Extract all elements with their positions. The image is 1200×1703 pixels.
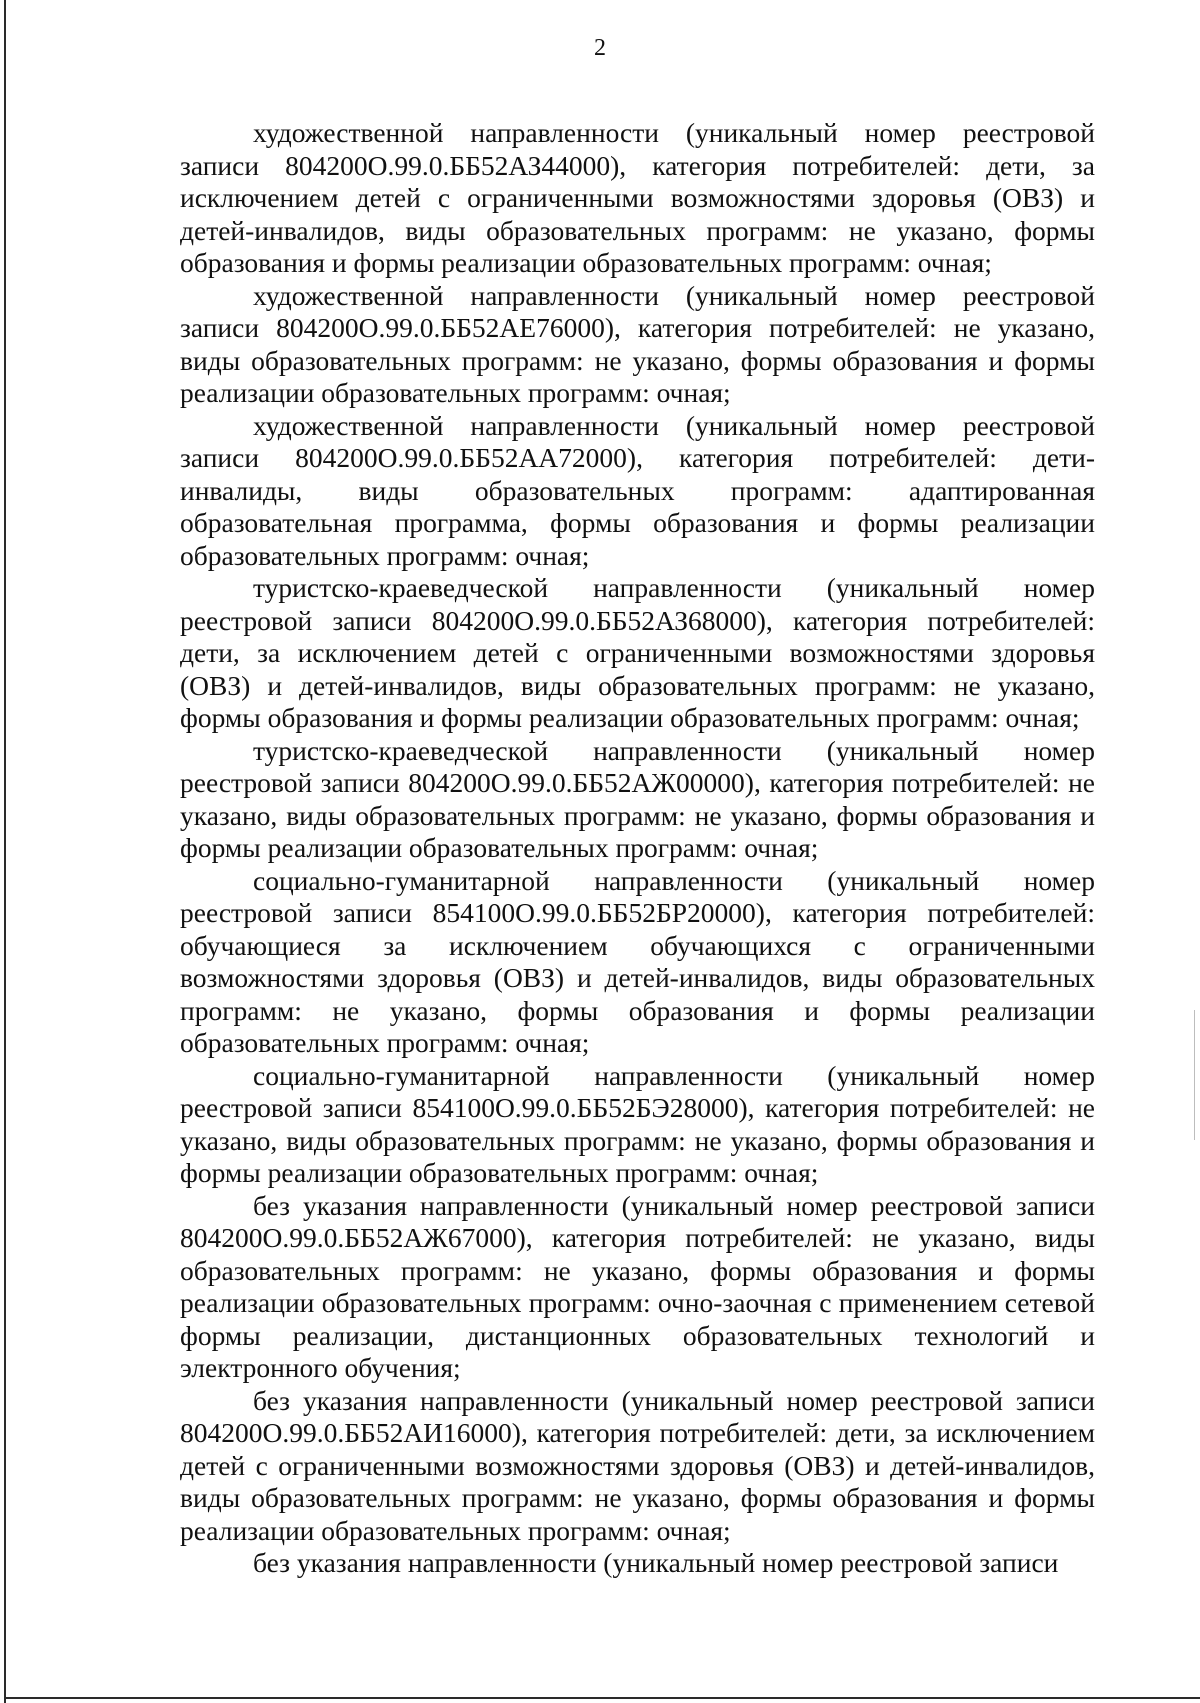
- paragraph-3: художественной направленности (уникальный номер реестровой записи 804200О.99.0.ББ52АА72000), категория потребителей: дети-инвалиды, виды образовательных программ: адаптированная образовательная программа, формы образования и формы реализации образовательных программ: очная;: [180, 409, 1095, 571]
- scan-left-edge: [4, 0, 6, 1703]
- paragraph-8: без указания направленности (уникальный номер реестровой записи 804200О.99.0.ББ52АЖ67000), категория потребителей: не указано, виды образовательных программ: не указано, формы образования и формы реализации образовательных программ: очно-заочная с применением сетевой формы реализации, дистанционных образовательных технологий и электронного обучения;: [180, 1189, 1095, 1383]
- paragraph-2: художественной направленности (уникальный номер реестровой записи 804200О.99.0.ББ52АЕ76000), категория потребителей: не указано, виды образовательных программ: не указано, формы образования и формы реализации образовательных программ: очная;: [180, 279, 1095, 408]
- paragraph-6: социально-гуманитарной направленности (уникальный номер реестровой записи 854100О.99.0.ББ52БР20000), категория потребителей: обучающиеся за исключением обучающихся с ограниченными возможностями здоровья (ОВЗ) и детей-инвалидов, виды образовательных программ: не указано, формы образования и формы реализации образовательных программ: очная;: [180, 864, 1095, 1058]
- scan-right-mark: [1194, 1010, 1195, 1140]
- scan-bottom-edge: [4, 1697, 1200, 1699]
- document-body: [180, 117, 1095, 1580]
- paragraph-10: без указания направленности (уникальный номер реестровой записи: [253, 1547, 1059, 1578]
- paragraph-9: без указания направленности (уникальный номер реестровой записи 804200О.99.0.ББ52АИ16000), категория потребителей: дети, за исключением детей с ограниченными возможностями здоровья (ОВЗ) и детей-инвалидов, виды образовательных программ: не указано, формы образования и формы реализации образовательных программ: очная;: [180, 1384, 1095, 1546]
- paragraph-1: художественной направленности (уникальный номер реестровой записи 804200О.99.0.ББ52АЗ44000), категория потребителей: дети, за исключением детей с ограниченными возможностями здоровья (ОВЗ) и детей-инвалидов, виды образовательных программ: не указано, формы образования и формы реализации образовательных программ: очная;: [180, 117, 1095, 278]
- paragraph-4: туристско-краеведческой направленности (уникальный номер реестровой записи 804200О.99.0.ББ52АЗ68000), категория потребителей: дети, за исключением детей с ограниченными возможностями здоровья (ОВЗ) и детей-инвалидов, виды образовательных программ: не указано, формы образования и формы реализации образовательных программ: очная;: [180, 572, 1095, 733]
- paragraph-7: социально-гуманитарной направленности (уникальный номер реестровой записи 854100О.99.0.ББ52БЭ28000), категория потребителей: не указано, виды образовательных программ: не указано, формы образования и формы реализации образовательных программ: очная;: [180, 1059, 1095, 1188]
- paragraph-5: туристско-краеведческой направленности (уникальный номер реестровой записи 804200О.99.0.ББ52АЖ00000), категория потребителей: не указано, виды образовательных программ: не указано, формы образования и формы реализации образовательных программ: очная;: [180, 734, 1095, 863]
- page-number: 2: [594, 35, 606, 61]
